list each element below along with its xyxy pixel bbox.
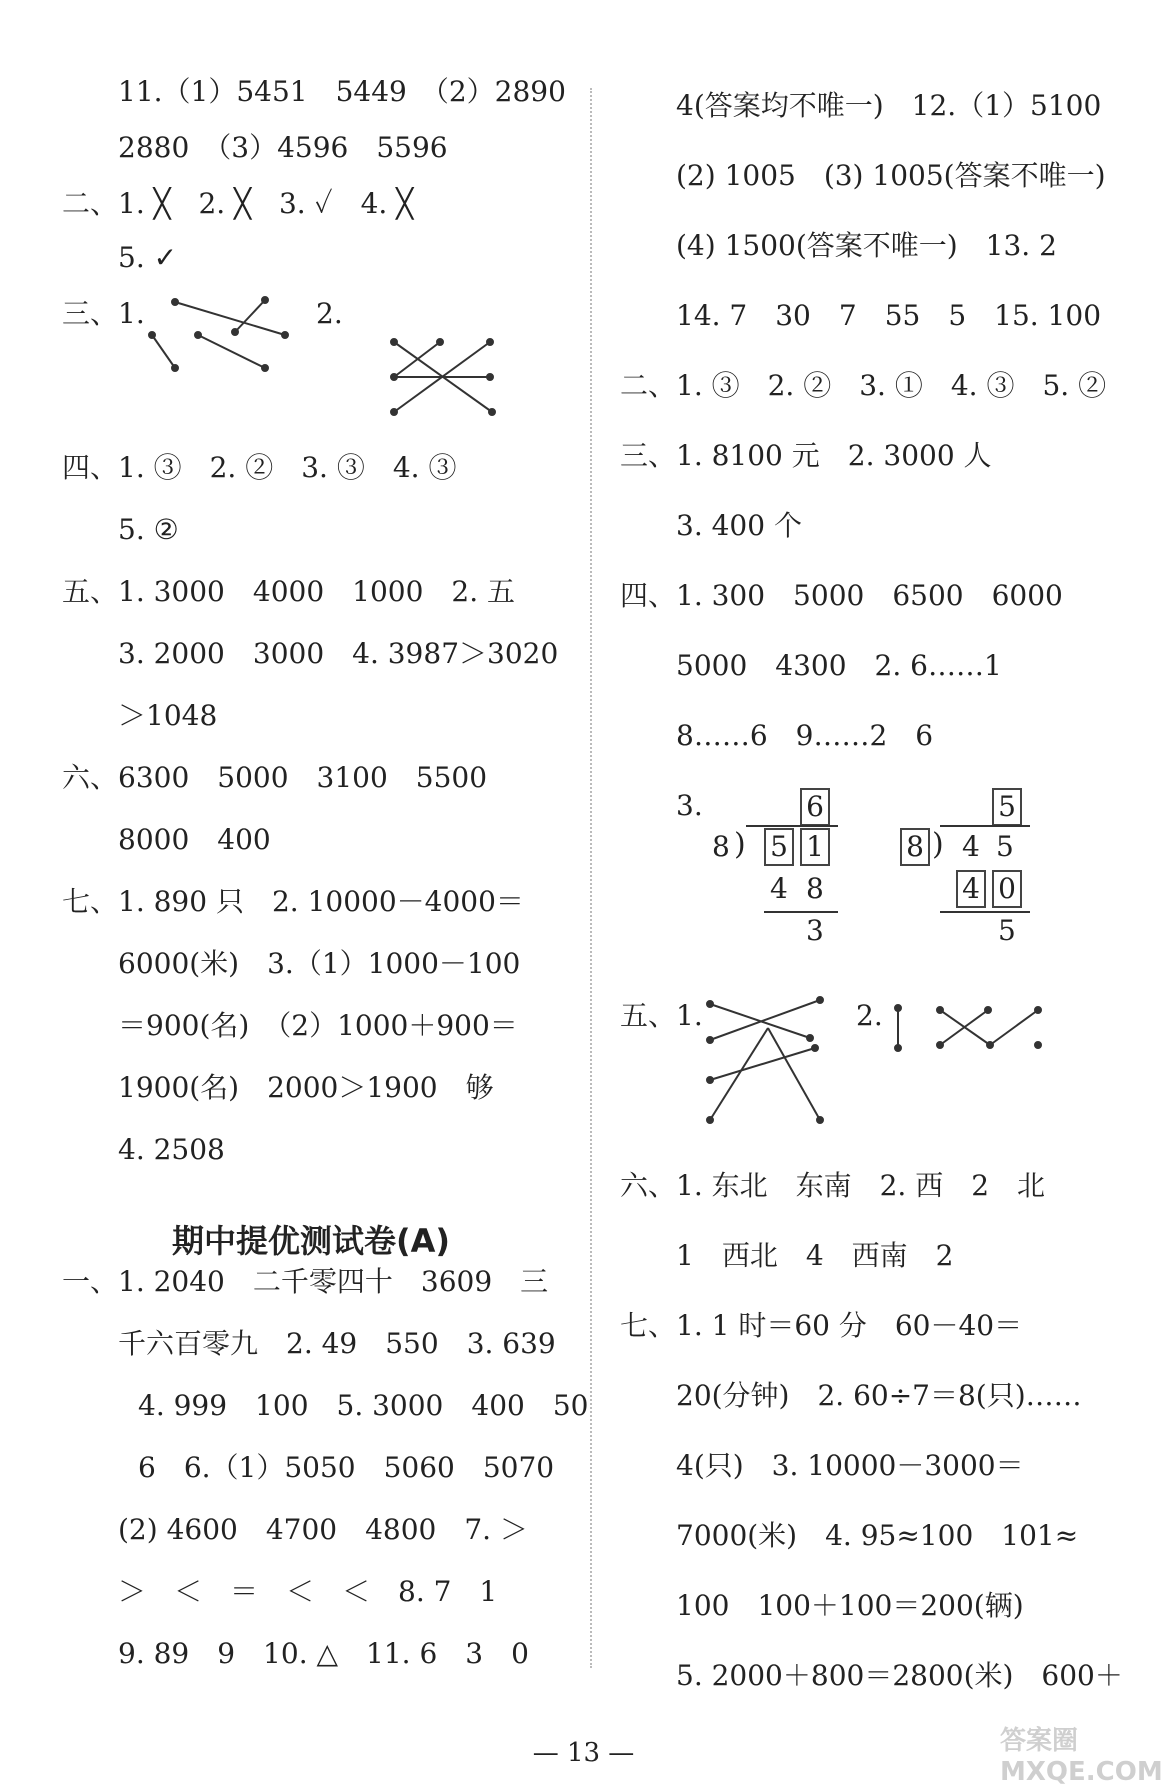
remainder: 3	[806, 914, 824, 947]
matching-lines-right-2	[890, 1000, 1050, 1060]
quotient-box: 5	[992, 788, 1022, 826]
division-rules	[700, 820, 1060, 920]
right-line-14: 1 西北 4 西南 2	[676, 1239, 954, 1272]
column-divider	[590, 88, 592, 1668]
left-line-5a: 三、1.	[62, 297, 145, 330]
left-line-4: 5. ✓	[118, 241, 178, 274]
left-line-13: 七、1. 890 只 2. 10000－4000＝	[62, 885, 524, 918]
left-line-18: 一、1. 2040 二千零四十 3609 三	[62, 1265, 549, 1298]
left-line-5b: 2.	[316, 297, 343, 330]
right-line-17: 4(只) 3. 10000－3000＝	[676, 1449, 1024, 1482]
right-line-12b: 2.	[856, 999, 883, 1032]
left-line-23: ＞ ＜ ＝ ＜ ＜ 8. 7 1	[118, 1575, 498, 1608]
left-line-7: 5. ②	[118, 513, 179, 546]
left-line-15: ＝900(名) （2）1000＋900＝	[118, 1009, 518, 1042]
left-line-8: 五、1. 3000 4000 1000 2. 五	[62, 575, 516, 608]
right-line-19: 100 100＋100＝200(辆)	[676, 1589, 1024, 1622]
left-line-17: 4. 2508	[118, 1133, 225, 1166]
left-line-11: 六、6300 5000 3100 5500	[62, 761, 488, 794]
left-line-22: (2) 4600 4700 4800 7. ＞	[118, 1513, 528, 1546]
right-line-13: 六、1. 东北 东南 2. 西 2 北	[620, 1169, 1046, 1202]
left-line-21: 6 6.（1）5050 5060 5070	[138, 1451, 555, 1484]
page-number: — 13 —	[532, 1738, 635, 1768]
right-line-1: 4(答案均不唯一) 12.（1）5100	[676, 89, 1102, 122]
right-line-10: 8……6 9……2 6	[676, 719, 934, 752]
left-line-19: 千六百零九 2. 49 550 3. 639	[118, 1327, 556, 1360]
watermark: 答案圈 MXQE.COM	[1000, 1726, 1163, 1787]
right-line-4: 14. 7 30 7 55 5 15. 100	[676, 299, 1102, 332]
left-line-10: ＞1048	[118, 699, 218, 732]
left-line-16: 1900(名) 2000＞1900 够	[118, 1071, 494, 1104]
right-line-15: 七、1. 1 时＝60 分 60－40＝	[620, 1309, 1023, 1342]
left-line-2: 2880 （3）4596 5596	[118, 131, 448, 164]
bracket: )	[932, 827, 944, 862]
left-line-1: 11.（1）5451 5449 （2）2890	[118, 75, 566, 108]
right-line-3: (4) 1500(答案不唯一) 13. 2	[676, 229, 1057, 262]
dividend-digit: 5	[996, 830, 1014, 863]
dividend-box: 1	[800, 828, 830, 866]
dividend-box: 5	[764, 828, 794, 866]
divisor-box: 8	[900, 828, 930, 866]
left-line-20: 4. 999 100 5. 3000 400 50	[138, 1389, 589, 1422]
right-line-12a: 五、1.	[620, 999, 703, 1032]
left-line-3: 二、1. ╳ 2. ╳ 3. ✓ 4. ╳	[62, 187, 414, 220]
product-box: 4	[956, 870, 986, 908]
right-line-16: 20(分钟) 2. 60÷7＝8(只)……	[676, 1379, 1082, 1412]
right-line-9: 5000 4300 2. 6……1	[676, 649, 1002, 682]
quotient-box: 6	[800, 788, 830, 826]
remainder: 5	[998, 914, 1016, 947]
product-box: 0	[992, 870, 1022, 908]
left-line-9: 3. 2000 3000 4. 3987＞3020	[118, 637, 559, 670]
left-line-12: 8000 400	[118, 823, 271, 856]
left-line-6: 四、1. ③ 2. ② 3. ③ 4. ③	[62, 451, 457, 484]
right-line-11: 3.	[676, 789, 703, 822]
right-line-2: (2) 1005 (3) 1005(答案不唯一)	[676, 159, 1106, 192]
bracket: )	[734, 827, 746, 862]
product-digit: 8	[806, 872, 824, 905]
matching-lines-left-1	[140, 290, 300, 380]
left-line-24: 9. 89 9 10. △ 11. 6 3 0	[118, 1637, 529, 1670]
dividend-digit: 4	[962, 830, 980, 863]
matching-lines-right-1	[700, 990, 840, 1130]
right-line-7: 3. 400 个	[676, 509, 802, 542]
right-line-8: 四、1. 300 5000 6500 6000	[620, 579, 1063, 612]
product-digit: 4	[770, 872, 788, 905]
section-title: 期中提优测试卷(A)	[172, 1222, 451, 1260]
left-line-14: 6000(米) 3.（1）1000－100	[118, 947, 521, 980]
right-line-20: 5. 2000＋800＝2800(米) 600＋	[676, 1659, 1123, 1692]
right-line-18: 7000(米) 4. 95≈100 101≈	[676, 1519, 1079, 1552]
right-line-5: 二、1. ③ 2. ② 3. ① 4. ③ 5. ②	[620, 369, 1107, 402]
matching-lines-left-2	[382, 332, 512, 427]
divisor: 8	[712, 830, 730, 863]
right-line-6: 三、1. 8100 元 2. 3000 人	[620, 439, 992, 472]
